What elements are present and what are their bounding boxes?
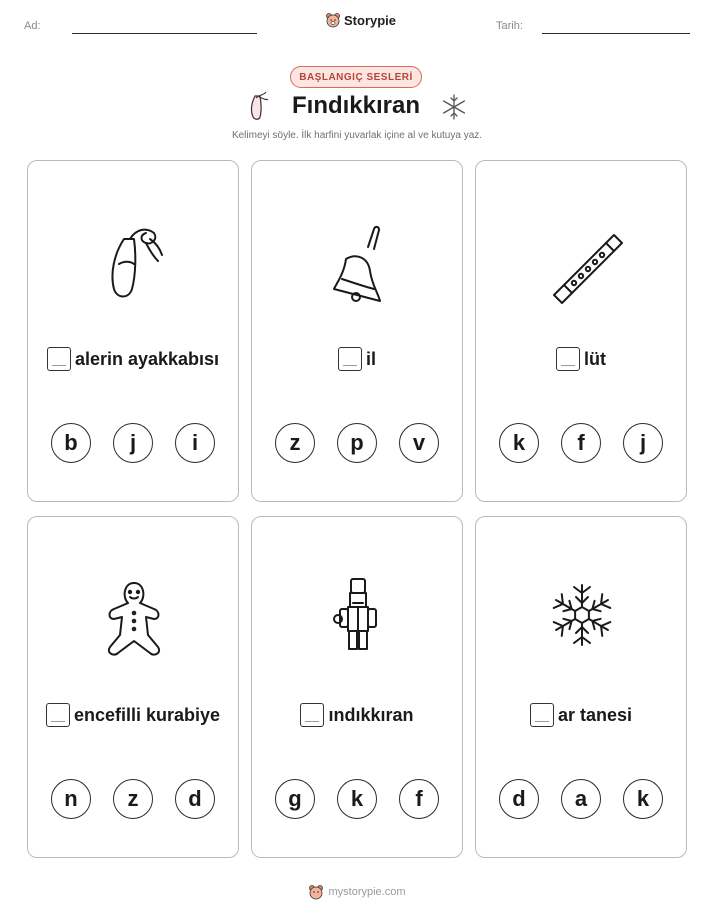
letter-choice[interactable]: f	[561, 423, 601, 463]
word-card	[475, 160, 687, 502]
partial-word: encefilli kurabiye	[73, 704, 221, 725]
answer-box[interactable]	[300, 703, 324, 727]
letter-choice[interactable]: a	[561, 779, 601, 819]
snowflake-title-icon	[440, 93, 468, 121]
snowflake-icon	[532, 565, 632, 665]
answer-box[interactable]	[338, 347, 362, 371]
gingerbread-man-icon	[84, 565, 184, 665]
letter-choices	[252, 779, 462, 819]
nutcracker-icon	[308, 565, 408, 665]
name-line[interactable]	[72, 33, 257, 34]
partial-word: alerin ayakkabısı	[74, 348, 220, 369]
partial-word: ar tanesi	[557, 704, 633, 725]
word-row	[28, 347, 238, 371]
letter-choice[interactable]: j	[623, 423, 663, 463]
word-row	[476, 703, 686, 727]
letter-choices	[28, 423, 238, 463]
footer-url[interactable]: mystorypie.com	[328, 886, 406, 898]
letter-choice[interactable]: k	[623, 779, 663, 819]
answer-box[interactable]	[556, 347, 580, 371]
answer-box[interactable]	[46, 703, 70, 727]
bear-logo-icon	[325, 12, 341, 28]
word-row	[252, 347, 462, 371]
letter-choice[interactable]: b	[51, 423, 91, 463]
letter-choice[interactable]: z	[113, 779, 153, 819]
partial-word: ındıkkıran	[328, 704, 414, 725]
letter-choice[interactable]: d	[175, 779, 215, 819]
ballet-shoe-icon	[84, 209, 184, 309]
instructions: Kelimeyi söyle. İlk harfini yuvarlak içine al ve kutuya yaz.	[231, 130, 483, 141]
letter-choices	[252, 423, 462, 463]
letter-choices	[476, 779, 686, 819]
letter-choices	[476, 423, 686, 463]
partial-word: il	[365, 348, 376, 369]
letter-choice[interactable]: i	[175, 423, 215, 463]
letter-choices	[28, 779, 238, 819]
letter-choice[interactable]: j	[113, 423, 153, 463]
answer-box[interactable]	[530, 703, 554, 727]
page-title: Fındıkkıran	[291, 92, 421, 119]
bear-logo-icon	[308, 884, 324, 900]
word-row	[28, 703, 238, 727]
word-card	[251, 516, 463, 858]
letter-choice[interactable]: k	[337, 779, 377, 819]
brand-logo	[325, 12, 396, 28]
name-label: Ad:	[24, 20, 41, 32]
word-row	[476, 347, 686, 371]
word-row	[252, 703, 462, 727]
brand-name: Storypie	[344, 12, 397, 28]
answer-box[interactable]	[47, 347, 71, 371]
word-card	[251, 160, 463, 502]
partial-word: lüt	[584, 348, 606, 369]
letter-choice[interactable]: n	[51, 779, 91, 819]
letter-choice[interactable]: d	[499, 779, 539, 819]
letter-choice[interactable]: k	[499, 423, 539, 463]
footer	[0, 884, 714, 900]
bell-icon	[308, 209, 408, 309]
word-card	[475, 516, 687, 858]
letter-choice[interactable]: p	[337, 423, 377, 463]
topic-badge: BAŞLANGIÇ SESLERİ	[290, 66, 422, 88]
word-card	[27, 160, 239, 502]
letter-choice[interactable]: v	[399, 423, 439, 463]
word-card	[27, 516, 239, 858]
letter-choice[interactable]: g	[275, 779, 315, 819]
date-label: Tarih:	[496, 20, 523, 32]
letter-choice[interactable]: f	[399, 779, 439, 819]
date-line[interactable]	[542, 33, 690, 34]
flute-icon	[532, 209, 632, 309]
letter-choice[interactable]: z	[275, 423, 315, 463]
